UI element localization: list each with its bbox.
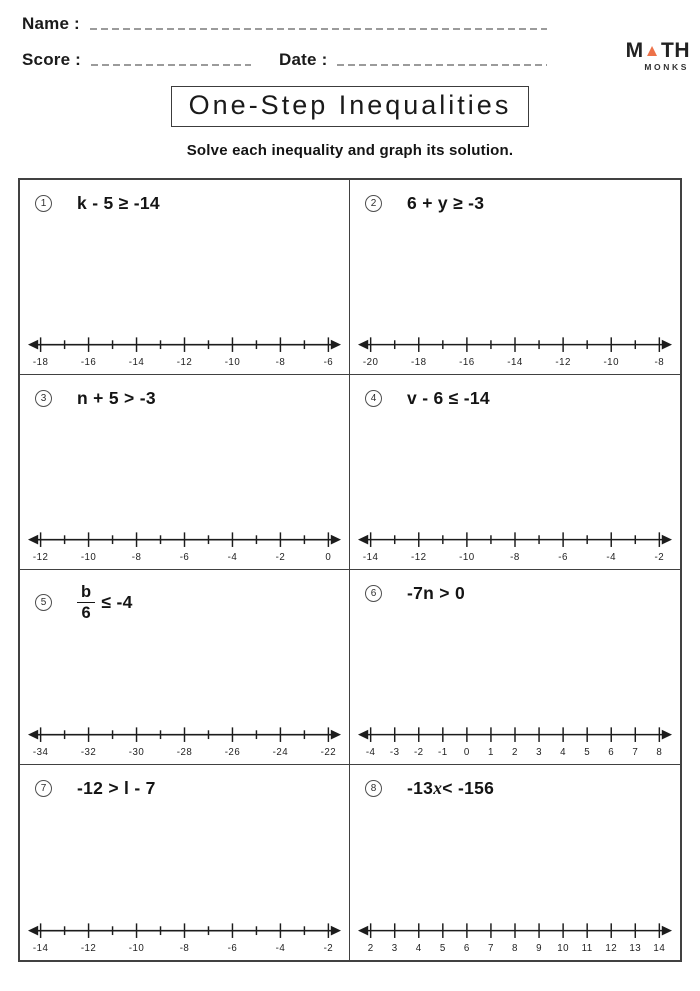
svg-text:-6: -6 bbox=[323, 357, 334, 369]
number-line-area[interactable] bbox=[27, 330, 342, 371]
problem-expression: $\frac{b}{6}$ ≤ -4 bbox=[77, 583, 133, 622]
svg-text:-12: -12 bbox=[555, 357, 571, 369]
svg-text:-8: -8 bbox=[179, 943, 190, 955]
svg-text:-12: -12 bbox=[410, 552, 427, 564]
fraction: $\frac{b}{6}$ bbox=[77, 583, 95, 622]
svg-text:12: 12 bbox=[605, 943, 618, 955]
svg-text:7: 7 bbox=[487, 943, 494, 955]
svg-text:-2: -2 bbox=[323, 943, 334, 955]
problem-cell bbox=[20, 765, 350, 960]
svg-text:-18: -18 bbox=[32, 357, 49, 369]
svg-text:-10: -10 bbox=[224, 357, 241, 369]
svg-text:-32: -32 bbox=[80, 747, 97, 759]
worksheet-header bbox=[0, 0, 700, 70]
problem-header bbox=[20, 765, 349, 799]
number-line[interactable] bbox=[357, 916, 673, 957]
worksheet-title: One-Step Inequalities bbox=[171, 86, 530, 127]
number-line-area[interactable] bbox=[357, 525, 673, 566]
svg-text:-28: -28 bbox=[176, 747, 193, 759]
svg-text:14: 14 bbox=[653, 943, 666, 955]
svg-text:-22: -22 bbox=[320, 747, 337, 759]
triangle-icon: ▲ bbox=[643, 41, 661, 60]
problem-cell bbox=[20, 180, 350, 375]
svg-text:-14: -14 bbox=[32, 943, 49, 955]
svg-text:-20: -20 bbox=[362, 357, 379, 369]
svg-text:-2: -2 bbox=[275, 552, 286, 564]
svg-text:-30: -30 bbox=[128, 747, 145, 759]
svg-text:-10: -10 bbox=[603, 357, 620, 369]
svg-text:7: 7 bbox=[632, 747, 639, 759]
problem-header bbox=[20, 375, 349, 409]
svg-text:-4: -4 bbox=[227, 552, 238, 564]
svg-text:5: 5 bbox=[584, 747, 591, 759]
problem-expression: -7n > 0 bbox=[407, 583, 466, 603]
svg-text:2: 2 bbox=[512, 747, 518, 759]
number-line-area[interactable] bbox=[357, 720, 673, 761]
svg-text:-12: -12 bbox=[176, 357, 193, 369]
problem-cell bbox=[350, 180, 680, 375]
worksheet-instructions: Solve each inequality and graph its solution. bbox=[186, 142, 514, 159]
svg-text:-4: -4 bbox=[365, 747, 376, 759]
svg-text:-14: -14 bbox=[507, 357, 523, 369]
problem-expression: v - 6 ≤ -14 bbox=[407, 388, 490, 408]
svg-text:-8: -8 bbox=[510, 552, 520, 564]
problem-number-badge: 1 bbox=[35, 195, 52, 212]
score-date-row bbox=[22, 50, 547, 70]
svg-text:-24: -24 bbox=[272, 747, 289, 759]
problem-number-badge: 6 bbox=[365, 585, 382, 602]
svg-text:0: 0 bbox=[463, 747, 470, 759]
problem-expression: 6 + y ≥ -3 bbox=[407, 193, 485, 213]
problem-cell bbox=[350, 765, 680, 960]
problem-expression: -13 x < -156 bbox=[407, 778, 495, 798]
svg-text:-8: -8 bbox=[275, 357, 286, 369]
math-monks-logo bbox=[626, 40, 690, 72]
name-label: Name : bbox=[22, 14, 80, 33]
svg-text:-6: -6 bbox=[179, 552, 190, 564]
score-fill-line[interactable] bbox=[91, 64, 251, 66]
problem-header bbox=[20, 180, 349, 214]
problem-header bbox=[350, 375, 680, 409]
problem-header bbox=[350, 180, 680, 214]
svg-text:-16: -16 bbox=[80, 357, 97, 369]
svg-text:-6: -6 bbox=[558, 552, 568, 564]
number-line[interactable] bbox=[357, 525, 673, 566]
problem-number-badge: 3 bbox=[35, 390, 52, 407]
svg-text:9: 9 bbox=[536, 943, 543, 955]
number-line[interactable] bbox=[357, 330, 673, 371]
svg-text:13: 13 bbox=[629, 943, 642, 955]
problem-number-badge: 5 bbox=[35, 594, 52, 611]
svg-text:-4: -4 bbox=[606, 552, 617, 564]
number-line[interactable] bbox=[27, 330, 342, 371]
svg-text:-2: -2 bbox=[413, 747, 424, 759]
svg-text:10: 10 bbox=[557, 943, 570, 955]
svg-text:-34: -34 bbox=[32, 747, 49, 759]
problem-number-badge: 4 bbox=[365, 390, 382, 407]
name-fill-line[interactable] bbox=[90, 28, 547, 30]
problem-cell bbox=[20, 375, 350, 570]
number-line[interactable] bbox=[357, 720, 673, 761]
number-line-area[interactable] bbox=[27, 916, 342, 957]
number-line[interactable] bbox=[27, 525, 342, 566]
title-wrap bbox=[0, 86, 700, 127]
svg-text:-8: -8 bbox=[131, 552, 142, 564]
problem-expression: n + 5 > -3 bbox=[77, 388, 156, 408]
number-line-area[interactable] bbox=[357, 330, 673, 371]
logo-monks-text: MONKS bbox=[644, 62, 689, 72]
svg-text:11: 11 bbox=[581, 943, 593, 955]
svg-text:-4: -4 bbox=[275, 943, 286, 955]
svg-text:-2: -2 bbox=[654, 552, 665, 564]
svg-text:8: 8 bbox=[512, 943, 518, 955]
number-line-area[interactable] bbox=[27, 720, 342, 761]
problem-cell bbox=[20, 570, 350, 765]
problem-header bbox=[350, 570, 680, 604]
problem-header bbox=[20, 570, 349, 622]
svg-text:-1: -1 bbox=[437, 747, 448, 759]
svg-text:-12: -12 bbox=[32, 552, 49, 564]
problem-number-badge: 2 bbox=[365, 195, 382, 212]
date-fill-line[interactable] bbox=[337, 64, 547, 66]
svg-text:-8: -8 bbox=[654, 357, 665, 369]
number-line[interactable] bbox=[27, 720, 342, 761]
svg-text:-26: -26 bbox=[224, 747, 241, 759]
number-line-area[interactable] bbox=[27, 525, 342, 566]
svg-text:6: 6 bbox=[463, 943, 470, 955]
problem-cell bbox=[350, 375, 680, 570]
svg-text:0: 0 bbox=[325, 552, 332, 564]
svg-text:-18: -18 bbox=[410, 357, 427, 369]
svg-text:-12: -12 bbox=[80, 943, 97, 955]
logo-math-text: M▲TH bbox=[625, 39, 690, 62]
svg-text:-10: -10 bbox=[128, 943, 145, 955]
name-row bbox=[22, 14, 547, 34]
svg-text:3: 3 bbox=[536, 747, 543, 759]
svg-text:4: 4 bbox=[415, 943, 422, 955]
problem-header bbox=[350, 765, 680, 799]
svg-text:1: 1 bbox=[487, 747, 494, 759]
problem-expression: k - 5 ≥ -14 bbox=[77, 193, 160, 213]
problems-grid bbox=[18, 178, 682, 962]
number-line[interactable] bbox=[27, 916, 342, 957]
svg-text:6: 6 bbox=[608, 747, 615, 759]
number-line-area[interactable] bbox=[357, 916, 673, 957]
problem-number-badge: 7 bbox=[35, 780, 52, 797]
svg-text:4: 4 bbox=[560, 747, 567, 759]
svg-text:5: 5 bbox=[439, 943, 446, 955]
svg-text:2: 2 bbox=[367, 943, 374, 955]
score-label: Score : bbox=[22, 50, 82, 69]
problem-number-badge: 8 bbox=[365, 780, 382, 797]
problem-cell bbox=[350, 570, 680, 765]
svg-text:-16: -16 bbox=[459, 357, 475, 369]
svg-text:-10: -10 bbox=[80, 552, 97, 564]
svg-text:3: 3 bbox=[391, 943, 398, 955]
svg-text:-6: -6 bbox=[227, 943, 238, 955]
svg-text:-10: -10 bbox=[459, 552, 475, 564]
svg-text:-3: -3 bbox=[389, 747, 400, 759]
svg-text:-14: -14 bbox=[128, 357, 145, 369]
svg-text:8: 8 bbox=[656, 747, 663, 759]
problem-expression: -12 > l - 7 bbox=[77, 778, 156, 798]
date-label: Date : bbox=[279, 50, 328, 69]
svg-text:-14: -14 bbox=[362, 552, 379, 564]
